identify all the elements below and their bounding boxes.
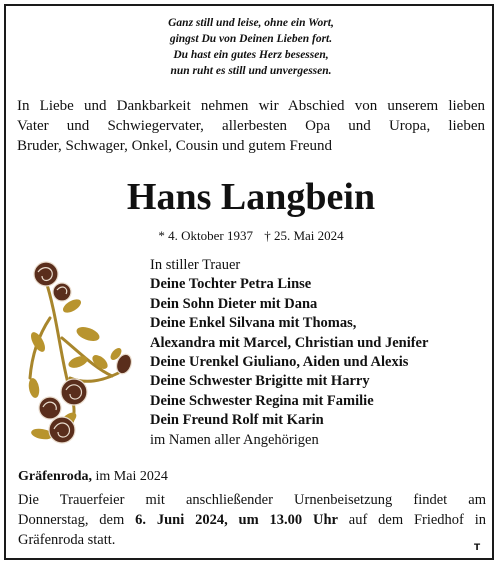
place-date <box>18 468 486 486</box>
publisher-mark: T <box>474 543 481 553</box>
mourners-list <box>150 256 490 450</box>
mourner-line: Dein Freund Rolf mit Karin <box>150 412 324 429</box>
funeral-line <box>18 510 486 530</box>
funeral-location-intro: auf dem Friedhof in <box>337 512 486 528</box>
mourner-line: Deine Enkel Silvana mit Thomas, <box>150 315 357 332</box>
mourners-intro: In stiller Trauer <box>150 257 241 273</box>
mourner-line: Deine Schwester Brigitte mit Harry <box>150 373 370 390</box>
mourner-line: Dein Sohn Dieter mit Dana <box>150 295 318 312</box>
poem <box>0 15 502 79</box>
poem-line: Ganz still und leise, ohne ein Wort, <box>168 17 334 29</box>
birth-date: * 4. Oktober 1937 <box>158 228 253 243</box>
intro-line: Vater und Schwiegervater, allerbesten Opa und Uropa, lieben <box>17 118 485 134</box>
deceased-name: Hans Langbein <box>126 176 376 218</box>
death-date: † 25. Mai 2024 <box>264 228 344 243</box>
poem-line: nun ruht es still und unvergessen. <box>170 65 332 77</box>
funeral-line: Die Trauerfeier mit anschließender Urnenbeisetzung findet am <box>18 492 486 508</box>
mourner-line: Deine Schwester Regina mit Familie <box>150 392 374 409</box>
intro-text <box>17 96 485 156</box>
funeral-line: Gräfenroda statt. <box>18 532 116 548</box>
place-month: im Mai 2024 <box>92 469 168 484</box>
life-dates <box>0 228 502 244</box>
funeral-date-time: 6. Juni 2024, um 13.00 Uhr <box>135 512 338 528</box>
funeral-day: Donnerstag, dem <box>18 512 136 528</box>
intro-line: In Liebe und Dankbarkeit nehmen wir Abschied von unserem lieben <box>17 98 485 114</box>
mourner-line: Deine Tochter Petra Linse <box>150 276 312 293</box>
mourner-line: Deine Urenkel Giuliano, Aiden und Alexis <box>150 354 409 371</box>
mourners-outro: im Namen aller Angehörigen <box>150 431 319 448</box>
rose-illustration <box>20 258 138 450</box>
funeral-notice <box>18 490 486 550</box>
poem-line: Du hast ein gutes Herz besessen, <box>173 49 329 61</box>
rose-leaves <box>27 297 123 441</box>
poem-line: gingst Du von Deinen Lieben fort. <box>169 33 333 45</box>
place-name: Gräfenroda, <box>18 469 93 484</box>
intro-line: Bruder, Schwager, Onkel, Cousin und gutem Freund <box>17 138 332 154</box>
mourner-line: Alexandra mit Marcel, Christian und Jenifer <box>150 334 429 351</box>
